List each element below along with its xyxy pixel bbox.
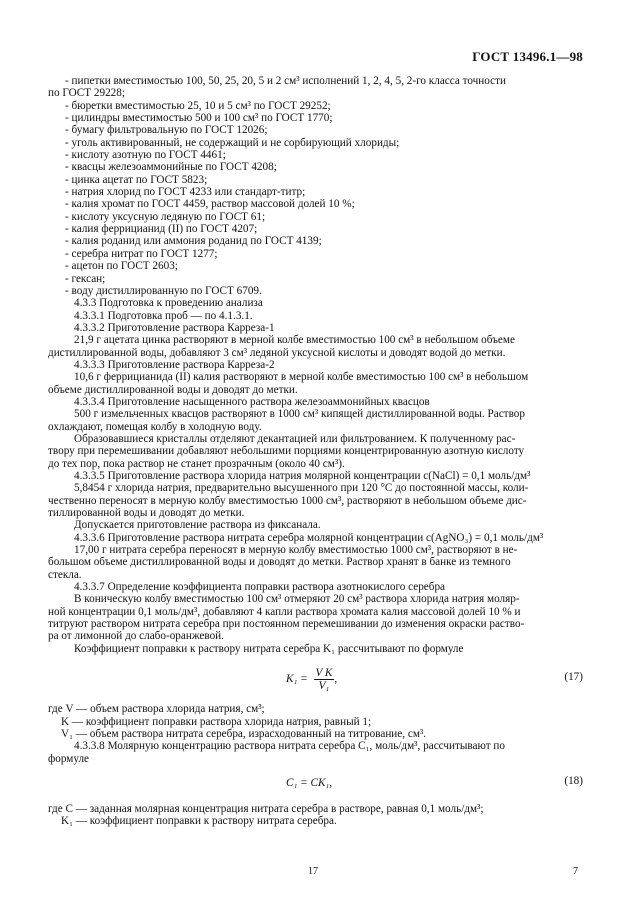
formula-17-fraction: [314, 667, 338, 693]
formula-18-expression: C₁ = CK₁,: [286, 776, 333, 789]
text-line: V₁ — объем раствора нитрата серебра, израсходованный на титрование, см³.: [61, 727, 427, 740]
text-line: - натрия хлорид по ГОСТ 4233 или стандарт-титр;: [65, 186, 306, 199]
text-block-where: [48, 803, 583, 828]
formula-18: [48, 773, 583, 795]
text-line: тиллированной воды и доводят до метки.: [48, 507, 245, 520]
formula-18-number: (18): [564, 774, 583, 787]
text-line: охлаждают, помещая колбу в холодную воду.: [48, 420, 262, 433]
text-line: 4.3.3.6 Приготовление раствора нитрата серебра молярной концентрации c(AgNO₃) = 0,1 моль/дм³: [74, 531, 544, 544]
text-line: Коэффициент поправки к раствору нитрата серебра K₁ рассчитывают по формуле: [74, 642, 464, 655]
text-line: - калия роданид или аммония роданид по ГОСТ 4139;: [65, 235, 322, 248]
text-line: - калия хромат по ГОСТ 4459, раствор массовой долей 10 %;: [65, 198, 355, 211]
document-body: [48, 75, 583, 828]
text-line: 17,00 г нитрата серебра переносят в мерную колбу вместимостью 1000 см³, растворяют в не-: [74, 544, 518, 557]
text-line: - пипетки вместимостью 100, 50, 25, 20, 5 и 2 см³ исполнений 1, 2, 4, 5, 2-го класса точности: [65, 75, 506, 87]
text-line: 4.3.3.1 Подготовка проб — по 4.1.3.1.: [74, 309, 253, 322]
text-line: 4.3.3.4 Приготовление насыщенного раствора железоаммонийных квасцов: [74, 395, 430, 408]
text-line: - калия феррицианид (II) по ГОСТ 4207;: [65, 223, 258, 236]
text-line: Допускается приготовление раствора из фиксанала.: [74, 519, 321, 532]
text-line: - кислоту азотную по ГОСТ 4461;: [65, 149, 226, 162]
text-line: дистиллированной воды, добавляют 3 см³ ледяной уксусной кислоты и доводят водой до метки.: [48, 346, 506, 359]
page-number-center: 17: [308, 866, 318, 877]
text-line: формуле: [48, 752, 89, 765]
standard-header: ГОСТ 13496.1—98: [472, 49, 583, 64]
formula-17-tail: ,: [334, 673, 338, 686]
formula-17: [48, 663, 583, 695]
text-line: объеме дистиллированной воды и доводят до метки.: [48, 383, 298, 396]
text-line: 5,8454 г хлорида натрия, предварительно высушенного при 120 °С до постоянной массы, коли-: [74, 482, 529, 495]
text-block-requirements: [48, 75, 583, 655]
text-line: стекла.: [48, 568, 82, 581]
text-line: 4.3.3.8 Молярную концентрацию раствора нитрата серебра C₁, моль/дм³, рассчитывают по: [74, 740, 505, 753]
text-line: титруют раствором нитрата серебра при постоянном перемешивании до изменения окраски раство-: [48, 618, 525, 631]
text-line: по ГОСТ 29228;: [48, 87, 125, 100]
text-line: - бумагу фильтровальную по ГОСТ 12026;: [65, 124, 268, 137]
page-number-right: 7: [573, 866, 578, 877]
formula-17-lhs: K₁ =: [286, 673, 308, 686]
text-line: где C — заданная молярная концентрация нитрата серебра в растворе, равная 0,1 моль/дм³;: [48, 802, 484, 815]
text-line: - уголь активированный, не содержащий и не сорбирующий хлориды;: [65, 136, 400, 149]
formula-17-number: (17): [564, 671, 583, 684]
text-line: K₁ — коэффициент поправки к раствору нитрата серебра.: [61, 815, 337, 828]
text-line: - воду дистиллированную по ГОСТ 6709.: [65, 284, 262, 297]
text-line: 4.3.3.5 Приготовление раствора хлорида натрия молярной концентрации c(NaCl) = 0,1 моль/дм³: [74, 470, 531, 482]
text-line: В коническую колбу вместимостью 100 см³ отмеряют 20 см³ раствора хлорида натрия моляр-: [74, 593, 520, 606]
text-line: Образовавшиеся кристаллы отделяют декантацией или фильтрованием. К полученному рас-: [74, 432, 516, 445]
text-line: 10,6 г феррицианида (II) калия растворяют в мерной колбе вместимостью 100 см³ в небольшом: [74, 371, 529, 384]
text-line: чественно переносят в мерную колбу вместимостью 1000 см³, растворяют в небольшом объеме дис-: [48, 494, 527, 507]
text-line: большом объеме дистиллированной воды и доводят до метки. Раствор хранят в банке из темного: [48, 556, 511, 569]
text-line: где V — объем раствора хлорида натрия, см³;: [48, 703, 265, 716]
text-line: 4.3.3.2 Приготовление раствора Карреза-1: [74, 321, 275, 334]
text-line: - цилиндры вместимостью 500 и 100 см³ по ГОСТ 1770;: [65, 112, 333, 125]
text-line: - ацетон по ГОСТ 2603;: [65, 260, 178, 273]
text-block-definitions: [48, 703, 583, 765]
text-line: - гексан;: [65, 272, 106, 285]
text-line: твору при перемешивании добавляют небольшими порциями концентрированную азотную кислоту: [48, 445, 525, 458]
text-line: ра от лимонной до слабо-оранжевой.: [48, 630, 224, 643]
text-line: - серебра нитрат по ГОСТ 1277;: [65, 247, 218, 260]
text-line: - кислоту уксусную ледяную по ГОСТ 61;: [65, 210, 266, 223]
text-line: до тех пор, пока раствор не станет прозрачным (около 40 см³).: [48, 457, 345, 470]
text-line: - цинка ацетат по ГОСТ 5823;: [65, 173, 208, 186]
text-line: - квасцы железоаммонийные по ГОСТ 4208;: [65, 161, 277, 174]
text-line: 4.3.3.7 Определение коэффициента поправки раствора азотнокислого серебра: [74, 581, 446, 594]
formula-17-denominator: V₁: [318, 680, 330, 693]
text-line: K — коэффициент поправки раствора хлорида натрия, равный 1;: [61, 715, 372, 728]
text-line: 21,9 г ацетата цинка растворяют в мерной колбе вместимостью 100 см³ в небольшом объеме: [74, 334, 515, 347]
text-line: ной концентрации 0,1 моль/дм³, добавляют 4 капли раствора хромата калия массовой долей 10 % и: [48, 605, 521, 618]
text-line: 4.3.3 Подготовка к проведению анализа: [74, 297, 263, 310]
formula-17-numerator: V K: [315, 667, 333, 680]
text-line: 500 г измельченных квасцов растворяют в 1000 см³ кипящей дистиллированной воды. Раствор: [74, 408, 525, 421]
text-line: 4.3.3.3 Приготовление раствора Карреза-2: [74, 358, 275, 371]
text-line: - бюретки вместимостью 25, 10 и 5 см³ по ГОСТ 29252;: [65, 99, 331, 112]
